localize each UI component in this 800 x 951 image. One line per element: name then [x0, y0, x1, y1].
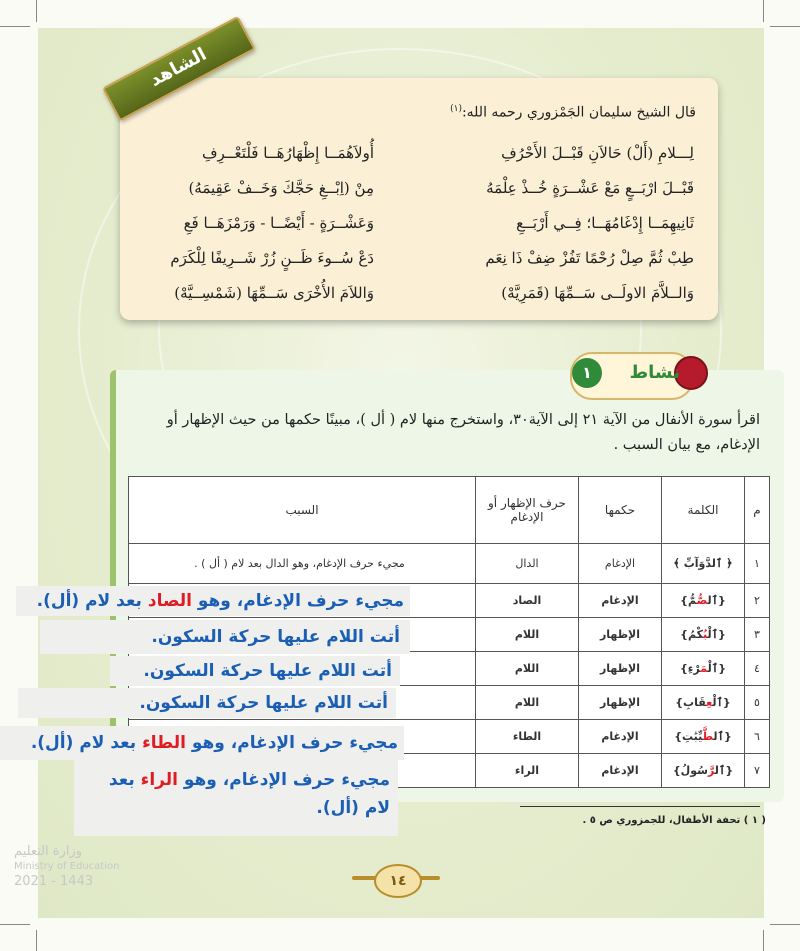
verse-right-2: قَبْــلَ ارْبَــعٍ مَعْ عَشْــرَةٍ خُــذْ عِلْمَهُ [486, 179, 694, 197]
shahid-ribbon: الشاهد [102, 16, 256, 122]
word-part: {ٱلْ [712, 696, 731, 709]
answer-highlight: الطاء [142, 733, 186, 753]
footnote-rule [520, 806, 760, 807]
cell-rule: الإظهار [579, 652, 662, 686]
crop-mark [763, 930, 764, 951]
word-part: {ٱل [707, 594, 726, 607]
crop-mark [36, 930, 37, 951]
crop-mark [770, 26, 800, 27]
cell-letter: الراء [476, 754, 579, 788]
answer-banner: أتت اللام عليها حركة السكون. [18, 688, 396, 718]
answer-banner [16, 586, 410, 616]
cell-rule: الإدغام [579, 720, 662, 754]
cell-letter: اللام [476, 652, 579, 686]
word-part: كْمُ} [680, 628, 703, 641]
cell-letter: اللام [476, 618, 579, 652]
answer-text: مجيء حرف الإدغام، وهو [177, 770, 390, 790]
ornament-left [352, 876, 376, 880]
activity-label: نشاط [629, 362, 680, 383]
crop-mark [36, 0, 37, 22]
word-part: {ٱلْ [707, 628, 726, 641]
cell-num: ١ [745, 544, 770, 584]
word-part: يِّبَٰتِ} [674, 730, 703, 743]
cell-reason: مجيء حرف الإدغام، وهو الدال بعد لام ( أل ) . [129, 544, 476, 584]
cell-word [662, 686, 745, 720]
cell-word [662, 720, 745, 754]
answer-text: بعد لام (أل). [36, 591, 148, 611]
crop-mark [0, 924, 30, 925]
cell-word [662, 754, 745, 788]
ministry-name-ar: وزارة التعليم [14, 844, 83, 859]
answer-text: مجيء حرف الإدغام، وهو [185, 733, 398, 753]
answer-banner: أتت اللام عليها حركة السكون. [110, 656, 400, 686]
cell-word [662, 652, 745, 686]
activity-number: ١ [572, 358, 602, 388]
poem-intro [450, 104, 696, 121]
poem-card [120, 78, 718, 320]
ministry-name-en: Ministry of Education [14, 861, 120, 872]
verse-right-5: وَالــلاَّمَ الاولَــى سَــمِّهَا (قَمَرِيَّهْ) [501, 284, 694, 302]
cell-word: ﴿ ٱلدَّوَآبِّ ﴾ [662, 544, 745, 584]
answer-line [74, 766, 390, 794]
cell-letter: الصاد [476, 584, 579, 618]
answer-banner: أتت اللام عليها حركة السكون. [40, 620, 410, 654]
cell-num: ٣ [745, 618, 770, 652]
crop-mark [763, 0, 764, 22]
answer-banner [74, 760, 398, 836]
table-header-row [129, 477, 770, 544]
word-highlight: طَّ [702, 730, 714, 743]
page-number [352, 862, 440, 898]
cell-rule: الإظهار [579, 686, 662, 720]
answer-text: بعد [108, 770, 141, 790]
word-part: رْءِ} [679, 662, 701, 675]
answer-highlight: الصاد [147, 591, 192, 611]
poem-intro-text: قال الشيخ سليمان الجَمْزوري رحمه الله: [461, 104, 696, 121]
table-row [129, 544, 770, 584]
verse-left-2: مِنْ (اِبْــغِ حَجَّكَ وَخَــفْ عَقِيمَهُ) [188, 179, 374, 197]
cell-num: ٢ [745, 584, 770, 618]
word-part: قَابِ} [675, 696, 707, 709]
ministry-watermark [14, 844, 119, 889]
cell-rule: الإدغام [579, 754, 662, 788]
header-reason: السبب [129, 477, 476, 544]
cell-rule: الإظهار [579, 618, 662, 652]
answer-banner [0, 726, 404, 760]
cell-num: ٥ [745, 686, 770, 720]
cell-rule: الإدغام [579, 544, 662, 584]
verse-left-4: دَعْ سُــوءَ ظَــنٍ زُرْ شَــرِيفًا لِلْكَرَم [170, 249, 374, 267]
cell-num: ٤ [745, 652, 770, 686]
crop-mark [0, 26, 30, 27]
cell-num: ٦ [745, 720, 770, 754]
word-part: سُولُ} [672, 764, 708, 777]
word-highlight: رَّ [707, 764, 715, 777]
footnote: ( ١ ) تحفة الأطفال، للجمزوري ص ٥ . [582, 815, 766, 826]
page-number-oval: ١٤ [374, 864, 422, 898]
activity-instruction: اقرأ سورة الأنفال من الآية ٢١ إلى الآية٣٠، واستخرج منها لام ( أل )، مبينًا حكمها من حيث الإظهار أو الإدغام، مع بيان السبب . [166, 412, 760, 453]
word-part: {ٱل [713, 730, 732, 743]
answer-line: لام (أل). [316, 798, 390, 818]
header-num: م [745, 477, 770, 544]
answer-text: مجيء حرف الإدغام، وهو [191, 591, 404, 611]
header-letter: حرف الإظهار أو الإدغام [476, 477, 579, 544]
footnote-ref: (١) [450, 104, 462, 114]
header-rule: حكمها [579, 477, 662, 544]
word-part: مُّ} [680, 594, 697, 607]
activity-badge [570, 348, 710, 408]
answer-highlight: الراء [140, 770, 178, 790]
verse-left-1: أُولاَهُمَــا إِظْهَارُهَــا فَلْتَعْــرِفِ [201, 144, 374, 162]
word-part: {ٱل [714, 764, 734, 777]
cell-rule: الإدغام [579, 584, 662, 618]
verse-left-5: وَاللاَمَ الأُخْرَى سَــمِّهَا (شَمْسِــيَّهْ) [174, 284, 374, 302]
word-highlight: بُ [702, 628, 708, 641]
cell-num: ٧ [745, 754, 770, 788]
cell-word [662, 584, 745, 618]
verse-right-1: لِـــلامِ (أَلْ) حَالاَنِ قَبْــلَ الأَحْرُفِ [501, 144, 694, 162]
ministry-year: 2021 - 1443 [14, 874, 94, 889]
crop-mark [770, 924, 800, 925]
verse-left-3: وَعَشْــرَةٍ - أَيْضًــا - وَرَمْزَهَــا فَعِ [183, 214, 374, 232]
word-highlight: عِ [706, 696, 713, 709]
verse-right-4: طِبْ ثُمَّ صِلْ رُحْمًا تَفُزْ ضِفْ ذَا نِعَم [485, 249, 694, 267]
cell-letter: الطاء [476, 720, 579, 754]
verse-right-3: ثَانِيهِمَــا إِدْغَامُهَــا؛ فِــي أَرْبَــعِ [516, 214, 694, 232]
cell-letter: اللام [476, 686, 579, 720]
answer-text: بعد لام (أل). [30, 733, 143, 753]
word-part: {ٱلْ [707, 662, 727, 675]
word-highlight: مَ [700, 662, 708, 675]
cell-word [662, 618, 745, 652]
cell-letter: الدال [476, 544, 579, 584]
word-highlight: صُّ [696, 594, 708, 607]
header-word: الكلمة [662, 477, 745, 544]
